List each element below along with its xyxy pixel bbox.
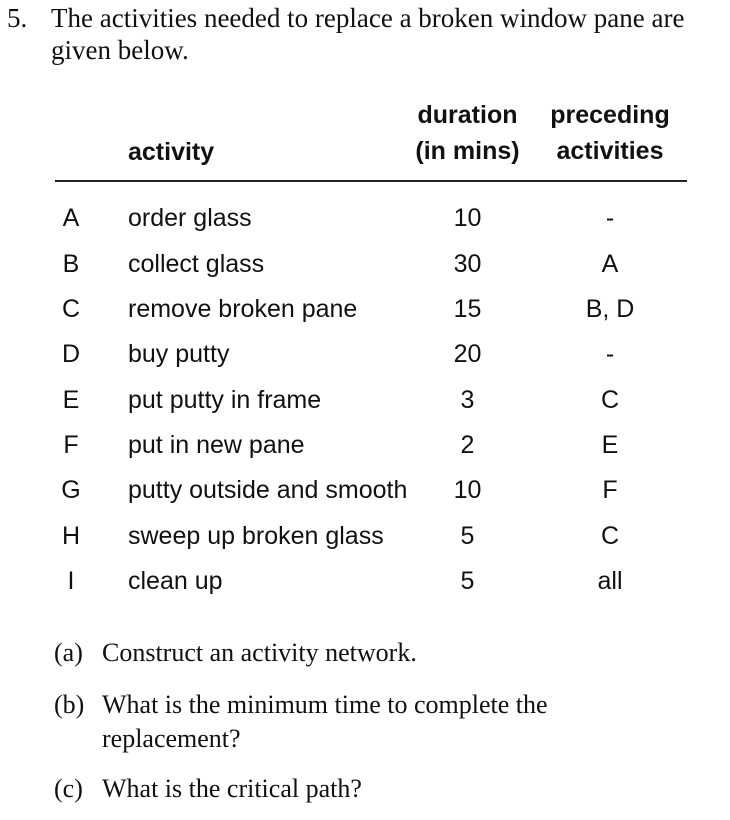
table-row — [0, 332, 730, 377]
activity-duration: 10 — [453, 204, 482, 232]
activity-letter: D — [61, 340, 81, 368]
activity-duration: 20 — [453, 340, 482, 368]
activity-letter: F — [63, 431, 79, 459]
activity-letter: B — [62, 250, 80, 278]
activity-name: put putty in frame — [128, 386, 322, 414]
column-header-duration-line2: (in mins) — [415, 137, 520, 165]
question-number: 5. — [7, 3, 28, 33]
question-part-b — [54, 688, 694, 758]
activity-name: sweep up broken glass — [128, 522, 384, 550]
table-row — [0, 514, 730, 559]
table-row — [0, 196, 730, 241]
activity-letter: A — [62, 204, 80, 232]
activity-name: order glass — [128, 204, 252, 232]
activity-letter: C — [61, 295, 81, 323]
activity-duration: 2 — [460, 431, 475, 459]
question-part-a — [54, 636, 694, 672]
part-text: Construct an activity network. — [102, 638, 417, 667]
activity-name: putty outside and smooth — [128, 476, 408, 504]
question-part-c — [54, 772, 694, 808]
column-header-preceding-line2: activities — [556, 137, 664, 165]
activity-duration: 30 — [453, 250, 482, 278]
activity-preceding: E — [601, 431, 619, 459]
table-row — [0, 559, 730, 604]
part-label: (b) — [54, 690, 85, 719]
question-text: The activities needed to replace a broken window pane are given below. — [51, 3, 685, 65]
activity-duration: 3 — [460, 386, 475, 414]
part-text: What is the critical path? — [102, 774, 362, 803]
activity-letter: I — [67, 567, 75, 595]
activity-preceding: - — [605, 340, 615, 368]
column-header-duration-line1: duration — [417, 101, 518, 129]
column-header-duration — [400, 97, 535, 169]
activity-letter: H — [61, 522, 81, 550]
table-header-rule — [55, 180, 687, 182]
activity-name: collect glass — [128, 250, 265, 278]
activity-letter: E — [62, 386, 80, 414]
table-row — [0, 468, 730, 513]
activity-name: buy putty — [128, 340, 230, 368]
activity-name: remove broken pane — [128, 295, 358, 323]
activity-duration: 5 — [460, 567, 475, 595]
activity-duration: 15 — [453, 295, 482, 323]
activity-name: put in new pane — [128, 431, 305, 459]
activity-letter: G — [61, 476, 81, 504]
table-row — [0, 423, 730, 468]
activity-preceding: C — [600, 386, 620, 414]
column-header-preceding-line1: preceding — [550, 101, 670, 129]
activity-preceding: all — [597, 567, 623, 595]
activity-preceding: A — [601, 250, 619, 278]
activity-preceding: B, D — [585, 295, 635, 323]
part-label: (a) — [54, 638, 83, 667]
activity-preceding: F — [602, 476, 618, 504]
table-row — [0, 378, 730, 423]
part-label: (c) — [54, 774, 83, 803]
activity-name: clean up — [128, 567, 223, 595]
table-row — [0, 242, 730, 287]
table-row — [0, 287, 730, 332]
activity-preceding: C — [600, 522, 620, 550]
activity-preceding: - — [605, 204, 615, 232]
activity-duration: 5 — [460, 522, 475, 550]
column-header-activity: activity — [128, 138, 215, 166]
part-text: What is the minimum time to complete the replacement? — [102, 690, 548, 753]
column-header-preceding — [540, 97, 680, 169]
activity-duration: 10 — [453, 476, 482, 504]
